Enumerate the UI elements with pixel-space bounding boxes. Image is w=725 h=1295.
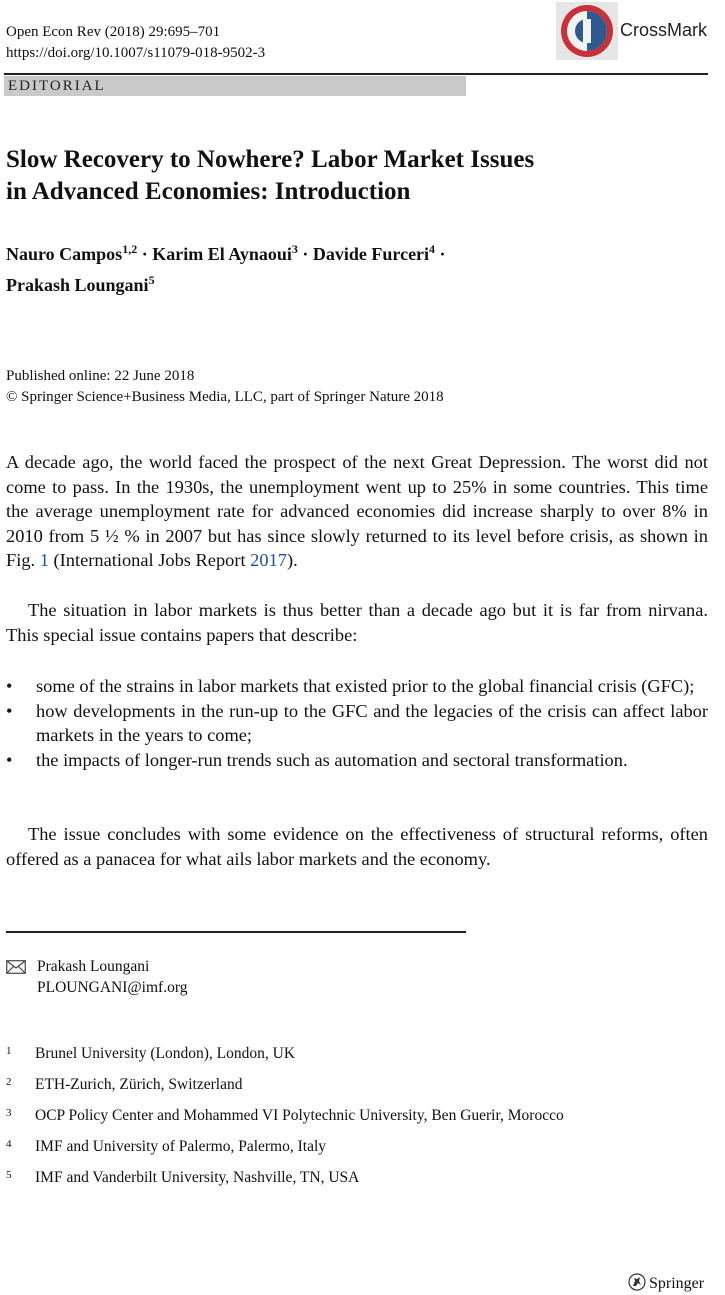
footnote-rule [6,931,466,933]
copyright-notice: © Springer Science+Business Media, LLC, part of Springer Nature 2018 [6,389,444,405]
publication-info [6,366,444,408]
body-paragraph: The issue concludes with some evidence on the effectiveness of structural reforms, often offered as a panacea for what ails labor markets and the economy. [6,824,708,869]
affiliation-number: 3 [6,1107,12,1119]
affiliation-number: 1 [6,1045,12,1057]
author-name[interactable]: Karim El Aynaoui [152,244,292,264]
header-rule [4,73,708,75]
paragraph-text: (International Jobs Report [48,550,251,570]
publisher-name: Springer [649,1275,705,1292]
author-separator: · [297,244,313,264]
citation-link[interactable]: 2017 [250,550,287,570]
affiliation-text: OCP Policy Center and Mohammed VI Polytechnic University, Ben Guerir, Morocco [35,1107,564,1124]
article-title [6,144,706,208]
body-paragraph: The situation in labor markets is thus better than a decade ago but it is far from nirvana. This special issue contains papers that describe: [6,600,708,645]
affiliation-number: 4 [6,1138,12,1150]
correspondent-email[interactable]: PLOUNGANI@imf.org [37,979,188,996]
affiliation-text: IMF and Vanderbilt University, Nashville, TN, USA [35,1169,360,1186]
author-affiliation-ref[interactable]: 5 [148,273,155,287]
title-line: in Advanced Economies: Introduction [6,178,411,205]
author-name[interactable]: Davide Furceri [312,244,430,264]
doi-link[interactable]: https://doi.org/10.1007/s11079-018-9502-3 [6,45,266,61]
journal-header [6,22,265,64]
section-label: EDITORIAL [8,78,106,94]
list-item: • some of the strains in labor markets that existed prior to the global financial crisis (GFC); [6,674,708,699]
paragraph-text: ). [286,550,298,570]
list-item: • the impacts of longer-run trends such as automation and sectoral transformation. [6,748,708,773]
section-band [4,76,466,96]
affiliation-text: Brunel University (London), London, UK [35,1045,296,1062]
envelope-icon [6,960,26,974]
paragraph-text: A decade ago, the world faced the prospect of the next Great Depression. The worst did not come to pass. In the 1930s, the unemployment went up to 25% in some countries. This time the average unemployment rate for advanced economies did increase sharply to over 8% in 2010 from 5 ½ % in 2007 but has since slowly returned to its level before crisis, as shown in Fig. [6,452,708,570]
correspondence [37,956,187,998]
author-affiliation-ref[interactable]: 4 [429,242,436,256]
author-name[interactable]: Prakash Loungani [6,275,149,295]
affiliation-number: 2 [6,1076,12,1088]
author-affiliation-ref[interactable]: 3 [291,242,298,256]
title-line: Slow Recovery to Nowhere? Labor Market Issues [6,146,535,173]
crossmark-badge[interactable] [556,2,718,60]
affiliation-text: ETH-Zurich, Zürich, Switzerland [35,1076,243,1093]
author-list [6,236,706,298]
published-date: Published online: 22 June 2018 [6,368,195,384]
crossmark-label: CrossMark [620,20,708,40]
crossmark-icon [556,2,618,60]
author-name[interactable]: Nauro Campos [6,244,123,264]
list-item: • how developments in the run-up to the GFC and the legacies of the crisis can affect labor markets in the years to come; [6,699,708,748]
body-paragraph [6,450,708,573]
correspondent-name: Prakash Loungani [37,958,150,975]
author-affiliation-ref[interactable]: 1,2 [122,242,138,256]
journal-citation: Open Econ Rev (2018) 29:695–701 [6,24,221,40]
author-separator: · [137,244,153,264]
publisher-logo [628,1273,704,1294]
author-separator: · [435,244,446,264]
bullet-list [6,674,708,772]
affiliation-text: IMF and University of Palermo, Palermo, Italy [35,1138,327,1155]
figure-link[interactable]: 1 [39,550,49,570]
affiliation-number: 5 [6,1169,12,1181]
springer-horse-icon [628,1273,646,1291]
